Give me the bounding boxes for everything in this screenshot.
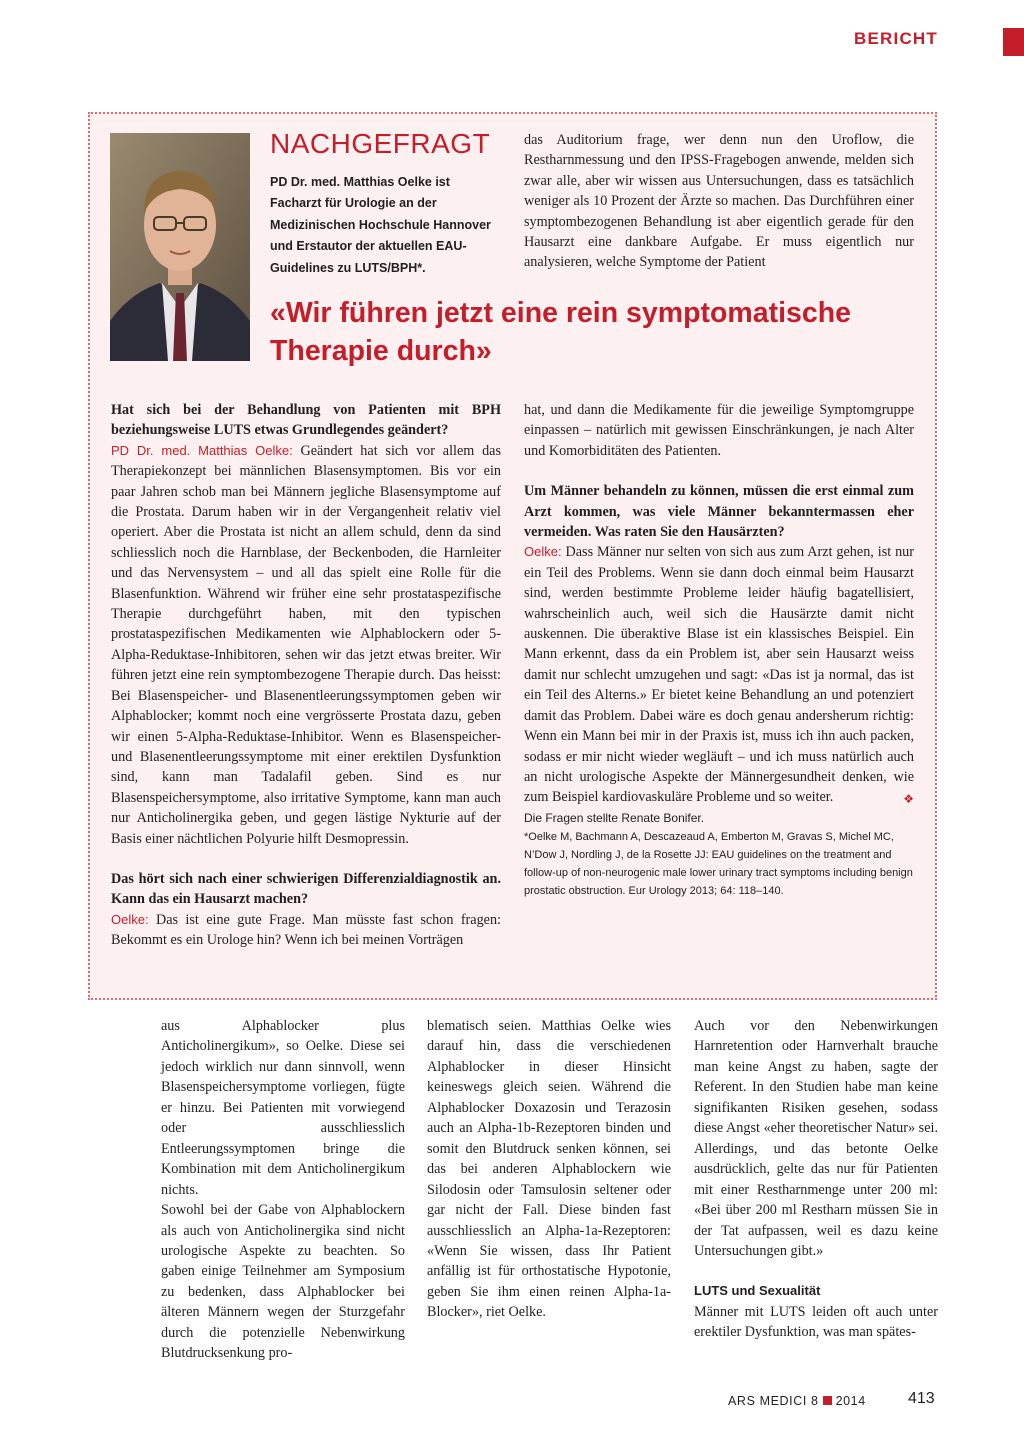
article-column-2: [427, 1016, 671, 1323]
speaker-label: Oelke:: [111, 911, 149, 927]
article-subheading: LUTS und Sexualität: [694, 1283, 821, 1299]
speaker-label: PD Dr. med. Matthias Oelke:: [111, 442, 293, 458]
answer-2-text: Das ist eine gute Frage. Man müsste fast schon fragen: Bekommt es ein Urologe hin? Wenn ich bei meinen Vorträgen: [111, 911, 501, 949]
footnote: *Oelke M, Bachmann A, Descazeaud A, Emberton M, Gravas S, Michel MC, N’Dow J, Nordling J, de la Rosette JJ: EAU guidelines on the treatment and follow-up of non-neurogenic male lower urinary tract symptoms including benign prostatic obstruction. Eur Urology 2013; 64: 118–140.: [524, 831, 913, 898]
article-paragraph: Männer mit LUTS leiden oft auch unter erektiler Dysfunktion, was man spätes-: [694, 1303, 938, 1341]
article-column-1: [161, 1016, 405, 1364]
question-1: Hat sich bei der Behandlung von Patienten mit BPH beziehungsweise LUTS etwas Grundlegendes geändert?: [111, 402, 501, 439]
article-column-3: [694, 1016, 938, 1343]
section-marker: [1003, 28, 1024, 56]
answer-1-text: Geändert hat sich vor allem das Therapiekonzept bei männlichen Blasensymptomen. Bis vor ein paar Jahren schob man bei Männern jegliche Blasensymptome auf die Prostata. Darum haben wir in der Vergangenheit relativ viel operiert. Aber die Prostata ist nicht an allem schuld, denn da sind schliesslich noch die Harnblase, der Beckenboden, die Harnleiter und das Nervensystem – und all das spielt eine Rolle für die Blasenfunktion. Während wir früher eine sehr prostataspezifische Therapie durchgeführt haben, mit den typischen prostataspezifischen Medikamenten wie Alphablockern oder 5-Alpha-Reduktase-Inhibitoren, sehen wir das jetzt etwas breiter. Wir führen jetzt eine rein symptombezogene Therapie durch. Das heisst: Bei Blasenspeicher- und Blasenentleerungssymptomen geben wir Alphablocker; kommt noch eine vergrösserte Prostata dazu, geben wir einen 5-Alpha-Reduktase-Inhibitor. Wenn es Blasenspeicher- und Blasenentleerungssymptome mit einer erektilen Dysfunktion sind, kann man Tadalafil geben. Sind es nur Blasenspeichersymptome, also irritative Symptome, kann man auch nur Anticholinergika geben, und gegen lästige Nykturie auf der Basis einer nächtlichen Polyurie hilft Desmopressin.: [111, 442, 501, 847]
interview-title: NACHGEFRAGT: [270, 128, 491, 159]
speaker-label: Oelke:: [524, 544, 562, 560]
answer-1: [111, 441, 501, 849]
page-header: [0, 28, 1024, 58]
article-paragraph: Sowohl bei der Gabe von Alphablockern als auch von Anticholinergika sind nicht urologische Aspekte zu beachten. So gaben einige Teilnehmer am Symposium zu bedenken, dass Alphablocker bei älteren Männern wegen der Sturzgefahr durch die potenzielle Nebenwirkung Blutdrucksenkung pro-: [161, 1202, 405, 1362]
interview-right-column: [524, 400, 914, 900]
interview-credit: Die Fragen stellte Renate Bonifer.: [524, 810, 705, 825]
author-portrait: [110, 133, 250, 361]
journal-year: 2014: [835, 1394, 866, 1408]
article-paragraph: aus Alphablocker plus Anticholinergikum», so Oelke. Diese sei jedoch wirklich nur dann sinnvoll, wenn Blasenspeichersymptome vorliegen, fügte er hinzu. Bei Patienten mit vorwiegend oder ausschliesslich Entleerungssymptomen bringe die Kombination mit dem Anticholinergikum nichts.: [161, 1018, 405, 1198]
answer-2-continued: hat, und dann die Medikamente für die jeweilige Symptomgruppe einpassen – natürlich mit gewissen Einschränkungen, je nach Alter und Komorbiditäten des Patienten.: [524, 402, 914, 459]
interview-headline: «Wir führen jetzt eine rein symptomatische Therapie durch»: [270, 297, 851, 367]
section-label: BERICHT: [854, 29, 938, 48]
end-mark-icon: ❖: [903, 792, 914, 807]
interview-intro: PD Dr. med. Matthias Oelke ist Facharzt für Urologie an der Medizinischen Hochschule Hannover und Erstautor der aktuellen EAU-Guidelines zu LUTS/BPH*.: [270, 175, 491, 275]
answer-3-text: Dass Männer nur selten von sich aus zum Arzt gehen, ist nur ein Teil des Problems. Wenn sie dann doch einmal beim Hausarzt sind, werden bestimmte Probleme leider häufig bagatellisiert, wahrscheinlich auch, weil sich die Hausärzte damit nicht auskennen. Die überaktive Blase ist ein klassisches Beispiel. Ein Mann erkennt, dass da ein Problem ist, aber sein Hausarzt weiss damit nur schlecht umzugehen und sagt: «Das ist ja normal, das ist ein Teil des Alterns.» Er bietet keine Behandlung an und potenziert damit das Problem. Dabei wäre es doch genau andersherum richtig: Wenn ein Mann bei mir in der Praxis ist, muss ich ihn auch packen, sodass er mir nicht wieder wegläuft – und ich muss natürlich auch an nicht urologische Aspekte der Männergesundheit denken, wie zum Beispiel kardiovaskuläre Probleme und so weiter.: [524, 544, 914, 806]
article-paragraph: blematisch seien. Matthias Oelke wies darauf hin, dass die verschiedenen Alphablocker in dieser Hinsicht keineswegs gleich seien. Während die Alphablocker Doxazosin und Terazosin auch an Alpha-1b-Rezeptoren binden und somit den Blutdruck senken können, sei das bei anderen Alphablockern wie Silodosin oder Tamsulosin seltener oder gar nicht der Fall. Diese binden fast ausschliesslich an Alpha-1a-Rezeptoren: «Wenn Sie wissen, dass Ihr Patient anfällig ist für orthostatische Hypotonie, geben Sie ihm einen reinen Alpha-1a-Blocker», riet Oelke.: [427, 1018, 671, 1321]
interview-left-column: [111, 400, 501, 951]
page-number: 413: [908, 1390, 935, 1407]
journal-name: ARS MEDICI 8: [728, 1394, 819, 1408]
interview-top-right-column: [524, 130, 914, 273]
page-footer: [0, 1390, 1024, 1414]
journal-issue: [728, 1394, 866, 1408]
article-paragraph: Auch vor den Nebenwirkungen Harnretention oder Harnverhalt brauche man keine Angst zu haben, sagte der Referent. In den Studien habe man keine signifikanten Risiken gesehen, sodass diese Angst «eher theoretischer Natur» sei. Allerdings, und das betonte Oelke ausdrücklich, gelte das nur für Patienten mit einer Restharnmenge unter 200 ml: «Bei über 200 ml Restharn müssen Sie in der Tat aufpassen, weil es dazu keine Untersuchungen gibt.»: [694, 1018, 938, 1259]
question-2: Das hört sich nach einer schwierigen Differenzialdiagnostik an. Kann das ein Hausarzt machen?: [111, 870, 501, 908]
answer-3: [524, 542, 914, 807]
question-3: Um Männer behandeln zu können, müssen die erst einmal zum Arzt kommen, was viele Männer bekanntermassen eher vermeiden. Was raten Sie den Hausärzten?: [524, 483, 914, 541]
square-separator-icon: [823, 1396, 832, 1405]
answer-2: [111, 910, 501, 951]
interview-answer-continued: das Auditorium frage, wer denn nun den Uroflow, die Restharnmessung und den IPSS-Fragebogen anwende, melden sich zwar alle, aber wir wissen aus Untersuchungen, dass es tatsächlich weniger als 10 Prozent der Ärzte so machen. Das Durchführen einer symptombezogenen Behandlung ist aber eigentlich gerade für den Hausarzt eine dankbare Aufgabe. Er muss eigentlich nur analysieren, welche Symptome der Patient: [524, 132, 914, 271]
